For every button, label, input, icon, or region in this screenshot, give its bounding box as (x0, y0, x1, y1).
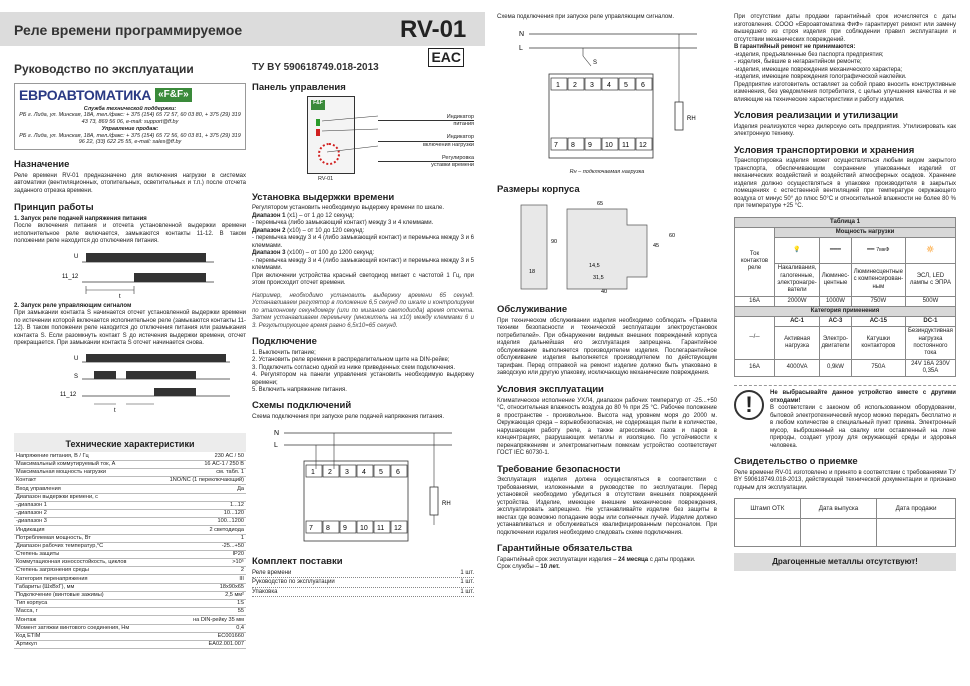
category-value: 4000VA (775, 359, 820, 377)
connect-steps (252, 350, 474, 395)
device-name-label: RV-01 (318, 175, 334, 182)
load-powers-row (735, 296, 956, 306)
spec-label: Максимальная мощность нагрузки (14, 469, 153, 477)
scheme1-terminals-bottom (306, 521, 407, 533)
purpose-heading: Назначение (14, 158, 70, 170)
spec-row (14, 501, 246, 509)
scheme2-caption: Схема подключения при запуске реле управляющим сигналом. (497, 14, 675, 20)
kit-qty: 1 шт. (460, 579, 474, 586)
spec-label: Артикул (14, 640, 153, 648)
terminal-label: 12 (394, 525, 402, 532)
terminal-label: 4 (362, 469, 366, 476)
relay-symbol-icon: ─/─ (735, 317, 775, 360)
terminal-label: 3 (590, 81, 594, 89)
terminal-label: 10 (605, 141, 613, 149)
spec-label: Вход управления (14, 485, 153, 493)
dimension-label: 14,5 (589, 263, 600, 270)
no-repair-item: - изделия, бывшие в негарантийном ремонте; (734, 59, 862, 65)
terminal-label: 4 (607, 81, 611, 89)
setting-text: При включении устройства красный светодиод мигает с частотой 1 Гц, при этом происходит отсчет времени. (252, 272, 474, 287)
no-repair-item: -изделия, имеющие повреждения голографической наклейки. (734, 74, 907, 80)
panel-heading: Панель управления (252, 82, 346, 94)
column-4 (734, 14, 956, 571)
principle-heading: Принцип работы (14, 202, 94, 213)
dimension-label: 18 (529, 269, 536, 276)
connect-step: 2. Установить реле времени в распределительном щите на DIN-рейке; (252, 357, 450, 364)
lamp-fluorescent-icon: ━━━ (820, 238, 852, 264)
wiring-scheme-1 (252, 421, 474, 549)
disposal-text: Изделия реализуются через дилерскую сеть предприятия. Утилизировать как электронную технику. (734, 123, 956, 138)
spec-row (14, 575, 246, 583)
power-value: 1000W (820, 296, 852, 306)
category-value: 750А (851, 359, 905, 377)
disposal-heading: Условия реализации и утилизации (734, 110, 899, 121)
spec-label: Потребляемая мощность, Вт (14, 534, 153, 542)
terminal-label: 12 (639, 141, 647, 149)
device-front: F&F (307, 96, 355, 174)
load-type: Люминесцентные с компенсирован-ным (851, 264, 905, 296)
category: АС-3 (820, 317, 852, 327)
spec-value: III (153, 575, 246, 583)
setting-range: Диапазон 3 (252, 250, 286, 257)
setting-text: (х1) – от 1 до 12 секунд: (285, 212, 355, 219)
transport-heading: Условия транспортировки и хранения (734, 144, 915, 156)
kit-item (252, 589, 474, 597)
terminal-label: 9 (343, 525, 347, 532)
spec-label: Момент затяжки винтового соединения, Нм (14, 624, 153, 632)
setting-text: - перемычка между 3 и 4 (либо замыкающий контакт) и перемычка между 3 и 5 клеммами. (252, 257, 474, 272)
service-heading: Обслуживание (497, 304, 568, 316)
setting-line (252, 220, 474, 228)
tu-number: ТУ BY 590618749.018-2013 (252, 62, 379, 73)
spec-row (14, 616, 246, 624)
spec-row (14, 460, 246, 468)
setting-line (252, 235, 474, 250)
kit-list (252, 570, 474, 597)
dimension-label: 90 (551, 239, 558, 246)
spec-label: Подключение (винтовые зажимы) (14, 591, 153, 599)
spec-table (14, 452, 246, 649)
spec-row (14, 624, 246, 632)
category: DC-1 (905, 317, 955, 327)
connect-step: 5. Включить напряжение питания. (252, 387, 347, 394)
lamp-fluorescent-comp-icon: ━━ 7мкФ (851, 238, 905, 264)
scheme1-rh-label: RH (442, 501, 451, 507)
kit-item (252, 570, 474, 578)
spec-row (14, 608, 246, 616)
diag2-s-label: S (74, 373, 79, 380)
dc-volt: 230V (935, 360, 950, 367)
diag2-u-label: U (74, 355, 79, 362)
logo-text: ЕВРОАВТОМАТИКА (19, 86, 152, 103)
scheme2-terminals-bottom (551, 138, 652, 150)
spec-label: Коммутационная износостойкость, циклов (14, 559, 153, 567)
terminal-label: 5 (624, 81, 628, 89)
power-value: 750W (851, 296, 905, 306)
panel-figure (252, 96, 474, 184)
mgmt-title: Управление продаж: (101, 125, 159, 132)
panel-label (378, 134, 474, 148)
terminal-label: 6 (641, 81, 645, 89)
transport-text: Транспортировка изделия может осуществляться любым видом закрытого транспорта, обеспечивающим сохранение упакованных изделий от механических воздействий и воздействий атмосферных осадков. Хранение изделия должно осуществляться в упаковке производителя в закрытых помещениях с естественной вентиляцией при температуре окружающего воздуха от минус 50° до плюс 50°С и относительной влажности не более 80 % при температуре +25 °С. (734, 158, 956, 210)
spec-value: 1S (153, 600, 246, 608)
category: АС-15 (851, 317, 905, 327)
led-load-icon (316, 129, 320, 136)
category-desc: Катушки контакторов (851, 327, 905, 359)
table-title: Таблица 1 (735, 217, 956, 227)
example-text: Например, необходимо установить выдержку времени 65 секунд. Устанавливаем регулятор в положение 6,5 секунд по шкале и контролируем по эталонному секундомеру (или по миганию светодиода) время отсчета. Затем устанавливаем перемычку (множитель на х10) между клеммами 6 и 3. Результирующее время равно 6,5х10=65 секунд. (252, 292, 474, 329)
terminal-label: 8 (571, 141, 575, 149)
terminal-label: 1 (311, 469, 315, 476)
spec-value: 1 (153, 534, 246, 542)
spec-value: 18x90x65 (153, 583, 246, 591)
cat-values-row (735, 359, 956, 377)
spec-value: Да (153, 485, 246, 493)
category-desc: Электро-двигатели (820, 327, 852, 359)
dimension-label: 45 (653, 243, 660, 250)
spec-row (14, 526, 246, 534)
support-text: РБ г. Лида, ул. Минская, 18А, тел./факс: + 375 (154) 65 72 57, 60 03 80, + 375 (29) 319 43 73, 869 56 06, e-mail: support@ff.by (19, 112, 241, 126)
spec-row (14, 632, 246, 640)
terminal-label: 10 (360, 525, 368, 532)
spec-heading: Технические характеристики (65, 439, 195, 450)
dc-volt: 24V (911, 360, 924, 367)
setting-text: - перемычка (либо замыкающий контакт) между 3 и 4 клеммами. (252, 220, 434, 227)
diag2-t-label: t (114, 407, 116, 414)
scheme1-terminals-top (306, 465, 407, 477)
setting-text: - перемычка между 3 и 4 (либо замыкающий контакт) и перемычка между 3 и 6 клеммами. (252, 235, 474, 249)
terminal-label: 3 (345, 469, 349, 476)
no-repair-title: В гарантийный ремонт не принимаются: (734, 44, 856, 50)
dims-heading: Размеры корпуса (497, 183, 580, 195)
spec-row (14, 591, 246, 599)
spec-value: 55 (153, 608, 246, 616)
stamp-col: Дата продажи (877, 499, 956, 519)
category-value: 0,9kW (820, 359, 852, 377)
dc-values (905, 359, 955, 377)
spec-label: Код ЕТІМ (14, 632, 153, 640)
setting-range: Диапазон 2 (252, 227, 286, 234)
spec-row (14, 640, 246, 648)
kit-qty: 1 шт. (460, 569, 474, 576)
table-cat-header: Категория применения (735, 306, 956, 316)
column-2 (252, 49, 474, 598)
schemes-heading: Схемы подключений (252, 399, 352, 411)
spec-section (14, 433, 246, 649)
dimension-label: 65 (597, 201, 604, 208)
kit-heading: Комплект поставки (252, 556, 343, 568)
spec-row (14, 477, 246, 485)
connect-step: 3. Подключить согласно одной из ниже приведенных схем подключения. (252, 364, 456, 371)
stamp-table (734, 498, 956, 547)
power-value: 500W (905, 296, 955, 306)
category: АС-1 (775, 317, 820, 327)
header-title: Реле времени программируемое (14, 22, 243, 38)
no-repair-item: -изделия, предъявленные без паспорта предприятия; (734, 51, 884, 58)
spec-row (14, 493, 246, 501)
kit-qty: 1 шт. (460, 588, 474, 595)
scheme1-l-label: L (274, 442, 278, 449)
panel-label (378, 114, 474, 128)
diag1-u-label: U (74, 253, 79, 260)
scheme2-s-label: S (593, 59, 598, 66)
terminal-label: 2 (573, 81, 577, 89)
timing-diagram-1 (14, 248, 246, 300)
panel-label-title: Индикатор (446, 113, 474, 120)
eac-mark: EAC (428, 48, 464, 67)
setting-line (252, 205, 474, 213)
spec-label: Габариты (ШхВхГ), мм (14, 583, 153, 591)
warning-icon: ! (734, 390, 764, 420)
category-value: 0,35А (922, 368, 939, 375)
panel-label-sub: питания (378, 120, 474, 128)
spec-row (14, 518, 246, 526)
spec-value: на DIN-рейку 35 мм (153, 616, 246, 624)
scheme1-caption: Схема подключения при запуске реле подачей напряжения питания. (252, 413, 445, 420)
load-type: ЭСЛ, LED лампы с ЭПРА (905, 264, 955, 296)
dimension-label: 60 (669, 233, 676, 240)
warranty-text: Гарантийный срок эксплуатации изделия – 24 месяца с даты продажи. (497, 556, 696, 563)
panel-label-title: Регулировка (441, 154, 474, 161)
conditions-text: Климатическое исполнение УХЛ4, диапазон рабочих температур от -25...+50 °С, относительная влажность воздуха до 80 % при 25 °С. Рабочее положение в пространстве - произвольное. Высота над уровнем моря до 2000 м. Окружающая среда – взрывобезопасная, не содержащая пыли в количестве, нарушающем работу реле, а также агрессивных газов и паров в концентрациях, разрушающих металлы и изоляцию. По устойчивости к перенапряжениям и электромагнитным помехам устройство соответствует ГОСТ IEC 60730-1. (497, 397, 717, 457)
table-current-header: Ток контактов реле (735, 227, 775, 296)
lamp-cfl-icon: 🔆 (905, 238, 955, 264)
spec-value (153, 493, 246, 501)
spec-label: Масса, г (14, 608, 153, 616)
column-1 (14, 62, 246, 649)
spec-label: Индикация (14, 526, 153, 534)
spec-value: 2,5 мм² (153, 591, 246, 599)
warranty-heading: Гарантийные обязательства (497, 543, 633, 555)
spec-row (14, 559, 246, 567)
logo-ff: «F&F» (155, 88, 192, 102)
spec-label: Степень защиты (14, 550, 153, 558)
connect-step: 1. Выключить питание; (252, 349, 316, 356)
no-repair-item: -изделия, имеющие повреждения механического характера; (734, 66, 903, 73)
purpose-text: Реле времени RV-01 предназначено для включения нагрузки в системах автоматики (вентиляционных, отопительных, осветительных и т.п.) после отсчета заданного отрезка времени. (14, 172, 246, 194)
support-title: Служба технической поддержки: (83, 105, 177, 112)
spec-label: Напряжение питания, В / Гц (14, 452, 153, 460)
setting-line (252, 250, 474, 258)
spec-value: 2 (153, 567, 246, 575)
spec-label: Диапазон выдержки времени, с (14, 493, 153, 501)
load-type: Накаливания, галогенные, электронагре-ватели (775, 264, 820, 296)
spec-row (14, 550, 246, 558)
power-value: 2000W (775, 296, 820, 306)
diag1-t-label: t (119, 293, 121, 300)
manual-title: Руководство по эксплуатации (14, 62, 194, 76)
spec-value: 100...1200 (153, 518, 246, 526)
warning-title: Не выбрасывайте данное устройство вместе с другими отходами! (770, 390, 956, 404)
load-caption: Rн – подключаемая нагрузка (569, 168, 645, 175)
spec-label: Максимальный коммутируемый ток, А (14, 460, 153, 468)
spec-label: -диапазон 3 (14, 518, 153, 526)
connect-step: 4. Регулятором на панели управления установить необходимую выдержку времени; (252, 372, 474, 386)
spec-row (14, 583, 246, 591)
spec-value: 1NO/NC (1 переключающий) (153, 477, 246, 485)
setting-range: Диапазон 1 (252, 212, 286, 219)
spec-value: EA02.001.007 (153, 640, 246, 648)
spec-row (14, 469, 246, 477)
panel-label-title: Индикатор (446, 134, 474, 141)
setting-text: (х100) – от 100 до 1200 секунд: (285, 250, 375, 257)
lamp-incandescent-icon: 💡 (775, 238, 820, 264)
spec-value: >10⁵ (153, 559, 246, 567)
safety-text: Эксплуатация изделия должна осуществляться в соответствии с требованиями, изложенными в руководстве по эксплуатации. Перед установкой необходимо убедиться в отсутствии внешних повреждений устройства. Изделие, имеющее внешние механические повреждения, эксплуатировать запрещено. Не устанавливайте изделие без защиты в местах где возможно попадание воды или солнечных лучей. Изделие должно устанавливаться и обслуживаться квалифицированным персоналом. При подключении изделия необходимо следовать схеме подключения. (497, 477, 717, 536)
panel-label-sub: уставки времени (378, 161, 474, 169)
kit-name: Упаковка (252, 588, 278, 595)
panel-label (378, 155, 474, 169)
load-type: Люминес-центные (820, 264, 852, 296)
warning-text: В соответствии с законом об использованном оборудовании, бытовой электротехнический мусор можно передать бесплатно и в любом количестве в специальный пункт приема. Электронный мусор, выброшенный на свалку или оставленный на лоне природы, создает угрозу для окружающей среды и здоровья человека. (770, 405, 956, 449)
spec-value: 0,4 (153, 624, 246, 632)
spec-label: Степень загрязнения среды (14, 567, 153, 575)
scheme2-terminals-top (551, 78, 652, 90)
p1-text: После включения питания и отсчета установленной выдержки времени исполнительное реле включается, замыкаются контакты 11-12. В таком положении реле находится до отключения питания. (14, 223, 246, 245)
column-3 (497, 14, 717, 572)
p1-title: 1. Запуск реле подачей напряжения питания (14, 215, 147, 222)
terminal-label: 7 (309, 525, 313, 532)
scheme1-n-label: N (274, 430, 280, 437)
spec-label: -диапазон 2 (14, 509, 153, 517)
panel-labels (378, 114, 474, 175)
current-value: 16А (735, 359, 775, 377)
spec-row (14, 600, 246, 608)
warning-box (734, 385, 956, 450)
scheme2-rh-label: RH (687, 115, 696, 122)
dimension-label: 31,5 (593, 275, 604, 282)
stamp-col: Штамп ОТК (735, 499, 801, 519)
scheme2-l-label: L (519, 44, 523, 52)
spec-row (14, 485, 246, 493)
terminal-label: 11 (377, 525, 385, 532)
spec-value: IP20 (153, 550, 246, 558)
p2-title: 2. Запуск реле управляющим сигналом (14, 302, 132, 309)
footer-note: Драгоценные металлы отсутствуют! (734, 553, 956, 571)
category-desc: Безиндуктивная нагрузка постоянного тока (905, 327, 955, 359)
dimension-label: 40 (601, 289, 608, 296)
scheme2-n-label: N (519, 30, 525, 38)
spec-label: Монтаж (14, 616, 153, 624)
diag2-c-label: 11_12 (60, 391, 77, 398)
dimensions-drawing (497, 197, 717, 297)
spec-row (14, 452, 246, 460)
terminal-label: 9 (588, 141, 592, 149)
cert-heading: Свидетельство о приемке (734, 456, 858, 468)
spec-value: 16 АС-1 / 250 В (153, 460, 246, 468)
terminal-label: 1 (556, 81, 560, 89)
spec-label: Диапазон рабочих температур,°С (14, 542, 153, 550)
setting-text: Регулятором установить необходимую выдержку времени по шкале. (252, 205, 444, 212)
spec-label: Тип корпуса (14, 600, 153, 608)
spec-row (14, 567, 246, 575)
terminal-label: 7 (554, 141, 558, 149)
policy-text: Предприятие изготовитель оставляет за собой право вносить конструктивные изменения, без уведомления потребителя, с целью улучшения качества и не влияющие на технические характеристики и работу изделия. (734, 81, 956, 103)
spec-value: EC001660 (153, 632, 246, 640)
safety-heading: Требование безопасности (497, 463, 621, 475)
spec-row (14, 509, 246, 517)
terminal-label: 2 (328, 469, 332, 476)
timing-diagram-2 (14, 350, 246, 416)
no-repair-list (734, 52, 956, 82)
setting-line (252, 273, 474, 288)
wiring-scheme-2 (497, 22, 717, 164)
terminal-label: 6 (396, 469, 400, 476)
mgmt-text: РБ г. Лида, ул. Минская, 18А, тел./факс: + 375 (154) 65 72 56, 60 03 81, + 375 (29) 319 96 22, (33) 622 25 55, e-mail: sales@ff.by (19, 132, 241, 146)
spec-value: 230 АС / 50 (153, 452, 246, 460)
spec-value: 1...12 (153, 501, 246, 509)
table-power-header: Мощность нагрузки (775, 227, 956, 237)
service-text: При техническом обслуживании изделия необходимо соблюдать «Правила техники безопасности и технической эксплуатации электроустановок потребителей». При обнаружении видимых внешних повреждений корпуса изделия дальнейшая его эксплуатация запрещена. Гарантийное обслуживание выполняется производителем изделия. Послегарантийное обслуживание изделия выполняется производителем по действующим тарифам. Перед отправкой на ремонт изделие должно быть упаковано в заводскую или другую упаковку, исключающую механические повреждения. (497, 317, 717, 377)
spec-value: 10...120 (153, 509, 246, 517)
current-value: 16А (735, 296, 775, 306)
spec-row (14, 534, 246, 542)
load-table (734, 217, 956, 378)
setting-lines (252, 205, 474, 288)
category-desc: Активная нагрузка (775, 327, 820, 359)
terminal-label: 8 (326, 525, 330, 532)
p2-text: При замыкании контакта S начинается отсчет установленной выдержки времени по истечении которой включается исполнительное реле (замыкаются контакты 11-12). В таком положении реле находится до отключения питания или размыкания контакта S. Если разомкнуть контакт S до истечения выдержки времени, отсчет прекращается. При замыкании контакта S отсчет начинается снова. (14, 310, 246, 347)
spec-value: 2 светодиода (153, 526, 246, 534)
led-power-icon (316, 119, 320, 126)
kit-item (252, 579, 474, 587)
setting-line (252, 258, 474, 273)
spec-label: Контакт (14, 477, 153, 485)
diag1-c-label: 11_12 (62, 273, 79, 280)
spec-label: Категория перенапряжения (14, 575, 153, 583)
spec-row (14, 542, 246, 550)
category-value: 16А (923, 360, 936, 367)
kit-name: Реле времени (252, 569, 292, 576)
spec-value: -25...+50 (153, 542, 246, 550)
kit-name: Руководство по эксплуатации (252, 579, 335, 586)
cert-text: Реле времени RV-01 изготовлено и принято в соответствии с требованиями ТУ BY 590618749.018-2013, действующей технической документации и признано годным для эксплуатации. (734, 469, 956, 491)
top-text: При отсутствии даты продажи гарантийный срок исчисляется с даты изготовления. СООО «Евроавтоматика ФиФ» гарантирует ремонт или замену вышедшего из строя изделия при соблюдении правил эксплуатации и отсутствии механических повреждений. (734, 14, 956, 43)
cat-row (735, 317, 956, 327)
spec-value: см. табл. 1 (153, 469, 246, 477)
terminal-label: 11 (622, 141, 630, 149)
logo-box (14, 83, 246, 150)
connect-heading: Подключение (252, 336, 317, 348)
spec-label: -диапазон 1 (14, 501, 153, 509)
service-life: Срок службы – 10 лет. (497, 564, 560, 571)
conditions-heading: Условия эксплуатации (497, 383, 604, 395)
terminal-label: 5 (379, 469, 383, 476)
header-model: RV-01 (400, 16, 467, 43)
stamp-col: Дата выпуска (800, 499, 876, 519)
setting-heading: Установка выдержки времени (252, 191, 395, 203)
panel-label-sub: включения нагрузки (378, 141, 474, 149)
setting-text: (х10) – от 10 до 120 секунд: (285, 227, 365, 234)
